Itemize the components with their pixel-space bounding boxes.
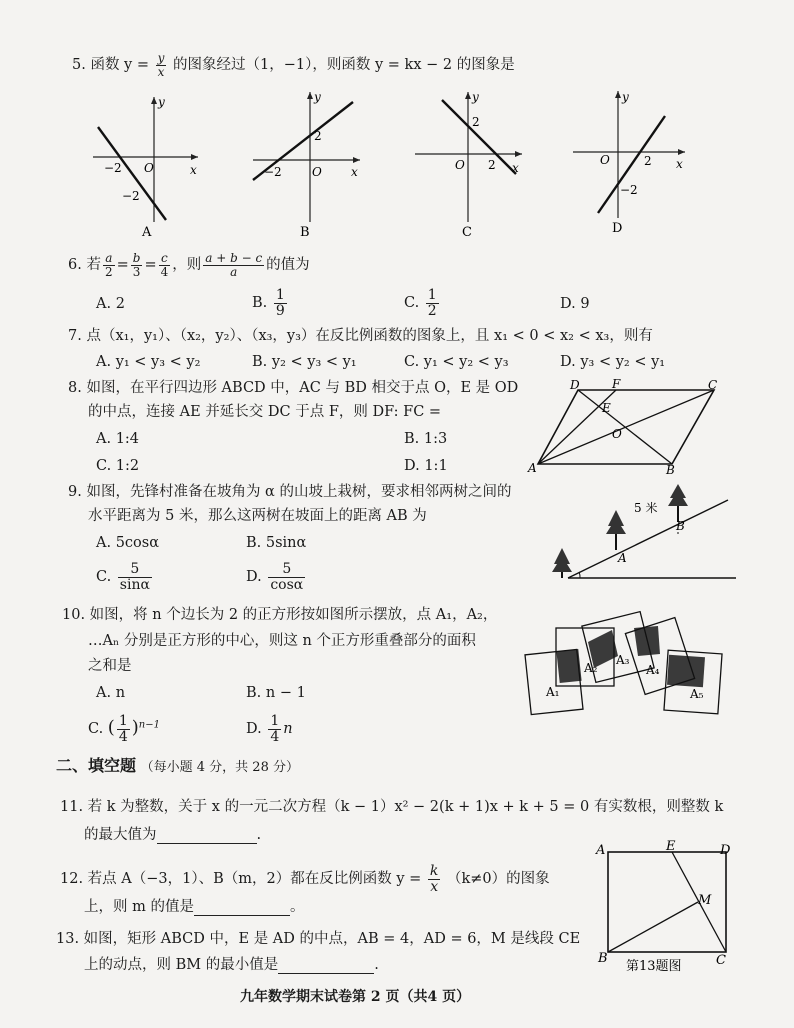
q6-mid: ，则 [172,257,202,274]
tree-icon [552,548,572,578]
q8-label-c: C [708,378,718,392]
q8-label-f: F [612,377,621,391]
q6-frac-b: $\frac{b}{3}$ [132,251,141,279]
q8-label-b: B [666,463,675,477]
q12-number: 12. [60,871,84,888]
q10-line1 [62,607,497,624]
q5-d-tick-x: 2 [644,154,652,168]
q13-line1 [56,931,580,948]
q11-line1-text: 若 k 为整数，关于 x 的一元二次方程（k − 1）x² − 2(k + 1)x + k + 5 = 0 有实数根，则整数 k [87,799,724,815]
q7-option-c: C. y₁ < y₂ < y₃ [404,354,509,370]
q9-line2: 水平距离为 5 米，那么这两树在坡面上的距离 AB 为 [88,508,427,524]
q9-option-c: C. $\frac{5}{\sin\alpha}$ [96,561,150,593]
q10-label-a4: A₄ [646,663,660,677]
q5-graph-b-label: B [300,225,310,240]
q11-answer-blank[interactable] [157,829,257,844]
q5-a-axis-x: x [190,163,197,177]
q10-label-a5: A₅ [690,687,704,701]
q9-option-b: B. 5sinα [246,535,307,551]
q5-graph-a-label: A [142,225,152,240]
q5-c-axis-x: x [512,161,519,175]
q9-option-d: D. $\frac{5}{\cos\alpha}$ [246,561,304,593]
q13-caption: 第13题图 [626,959,682,974]
q5-number: 5. [72,57,86,74]
q8-parallelogram-figure [528,377,738,480]
q13-line2: 上的动点，则 BM 的最小值是 . [84,957,379,973]
q5-d-tick-y: −2 [620,183,638,197]
q8-option-c: C. 1:2 [96,458,140,474]
q8-line1-text: 如图，在平行四边形 ABCD 中，AC 与 BD 相交于点 O，E 是 OD [86,380,519,396]
q6-option-b: B. $\frac{1}{9}$ [252,287,285,319]
q9-number: 9. [68,484,82,500]
q12-post: （k≠0）的图象 [447,871,550,888]
section-2-heading [56,756,299,776]
q7-stem [68,328,653,345]
q5-c-tick-y: 2 [472,115,480,129]
q5-text-a: 函数 y = [90,57,154,74]
q10-line2: …Aₙ 分别是正方形的中心，则这 n 个正方形重叠部分的面积 [88,633,476,649]
q13-label-a: A [596,843,606,858]
q8-option-a: A. 1:4 [96,431,140,447]
q8-line2: 的中点，连接 AE 并延长交 DC 于点 F，则 DF: FC = [88,404,442,420]
q5-text-b: 的图象经过（1，−1），则函数 y = kx − 2 的图象是 [173,57,515,74]
q12-fraction: $\frac{k}{x}$ [429,863,439,895]
q13-number: 13. [56,931,80,947]
q13-label-c: C [716,953,726,968]
q7-text: 点（x₁，y₁）、（x₂，y₂）、（x₃，y₃）在反比例函数的图象上，且 x₁ < 0 < x₂ < x₃，则有 [86,328,653,344]
q7-option-b: B. y₂ < y₃ < y₁ [252,354,357,370]
q10-label-a2: A₂ [584,661,598,675]
q8-label-a: A [528,461,537,475]
q8-line1 [68,380,518,397]
q11-line1 [60,799,723,816]
q13-rectangle-figure [596,839,736,974]
q10-number: 10. [62,607,86,623]
q8-option-b: B. 1:3 [404,431,448,447]
q5-stem [72,52,515,78]
q6-number: 6. [68,257,82,274]
q7-option-a: A. y₁ < y₃ < y₂ [96,354,201,370]
q13-label-d: D [720,843,731,858]
q9-label-distance: 5 米 [634,501,658,515]
q6-frac-expr: $\frac{a + b - c}{a}$ [205,251,263,279]
tree-icon [668,484,688,522]
q12-answer-blank[interactable] [194,901,290,916]
q5-b-tick-x: −2 [264,165,282,179]
q6-pre: 若 [86,257,101,274]
q9-line1-text: 如图，先锋村准备在坡角为 α 的山坡上栽树，要求相邻两树之间的 [86,484,512,500]
q5-graph-d-label: D [612,221,623,236]
q5-c-tick-x: 2 [488,158,496,172]
q5-a-axis-y: y [158,95,165,109]
q5-b-tick-y: 2 [314,129,322,143]
q11-number: 11. [60,799,84,815]
q5-fraction: $\frac{y}{x}$ [157,51,165,79]
q10-option-c: C. ( $\frac{1}{4}$ )$^{n-1}$ [88,713,160,745]
q13-label-e: E [666,839,676,854]
q6-option-d: D. 9 [560,296,590,312]
q12-line1 [60,864,550,894]
q5-d-axis-x: x [676,157,683,171]
q9-label-a: A [618,551,627,565]
q6-post: 的值为 [266,257,310,274]
q11-line2: 的最大值为 . [84,827,262,843]
q12-pre: 若点 A（−3，1）、B（m，2）都在反比例函数 y = [87,871,422,888]
tree-icon [606,510,626,550]
q10-line3: 之和是 [88,658,132,674]
section-2-note: （每小题 4 分，共 28 分） [140,760,299,775]
q6-option-a: A. 2 [96,296,125,312]
q7-option-d: D. y₃ < y₂ < y₁ [560,354,666,370]
q6-option-c: C. $\frac{1}{2}$ [404,287,437,319]
page-footer: 九年数学期末试卷第 2 页（共4 页） [240,989,471,1005]
q5-a-tick-y: −2 [122,189,140,203]
q12-line2: 上，则 m 的值是 。 [84,899,305,915]
q10-line1-text: 如图，将 n 个边长为 2 的正方形按如图所示摆放，点 A₁，A₂， [89,607,498,623]
q10-option-a: A. n [96,685,126,701]
q8-label-d: D [570,378,580,392]
q9-option-a: A. 5cosα [96,535,159,551]
q9-line1 [68,484,511,501]
q5-b-origin: O [312,165,322,179]
q5-a-tick-x: −2 [104,161,122,175]
section-2-title: 二、填空题 [56,756,137,775]
q5-c-axis-y: y [472,90,479,104]
q5-c-origin: O [455,158,465,172]
q8-number: 8. [68,380,82,396]
q5-a-origin: O [144,161,154,175]
q5-b-axis-y: y [314,90,321,104]
q5-d-origin: O [600,153,610,167]
q10-squares-figure [522,610,732,720]
q5-d-axis-y: y [622,90,629,104]
q5-graph-a [88,92,218,240]
q7-number: 7. [68,328,82,344]
q8-label-e: E [602,401,611,415]
q10-option-b: B. n − 1 [246,685,306,701]
q9-slope-figure [550,480,740,590]
q13-label-m: M [698,893,712,908]
q8-option-d: D. 1:1 [404,458,448,474]
q10-option-d: D. $\frac{1}{4}$ n [246,713,293,745]
q6-frac-a: $\frac{a}{2}$ [104,251,113,279]
q5-graph-b [248,90,378,240]
q13-line1-text: 如图，矩形 ABCD 中，E 是 AD 的中点，AB = 4，AD = 6，M 是线段 CE [83,931,581,947]
q10-label-a1: A₁ [546,685,560,699]
q5-b-axis-x: x [351,165,358,179]
q6-frac-c: $\frac{c}{4}$ [160,251,169,279]
q9-label-b: B [676,519,685,533]
q5-graph-d [570,88,700,236]
q5-graph-c [410,90,540,240]
q10-label-a3: A₃ [616,653,630,667]
q5-graph-c-label: C [462,225,472,240]
q13-label-b: B [598,951,608,966]
q8-label-o: O [612,427,622,441]
q6-stem: 6. 若 $\frac{a}{2}$ = $\frac{b}{3}$ = $\frac{c}{4}$ ，则 $\frac{a + b - c}{a}$ 的值为 [68,251,310,279]
q13-answer-blank[interactable] [278,959,374,974]
